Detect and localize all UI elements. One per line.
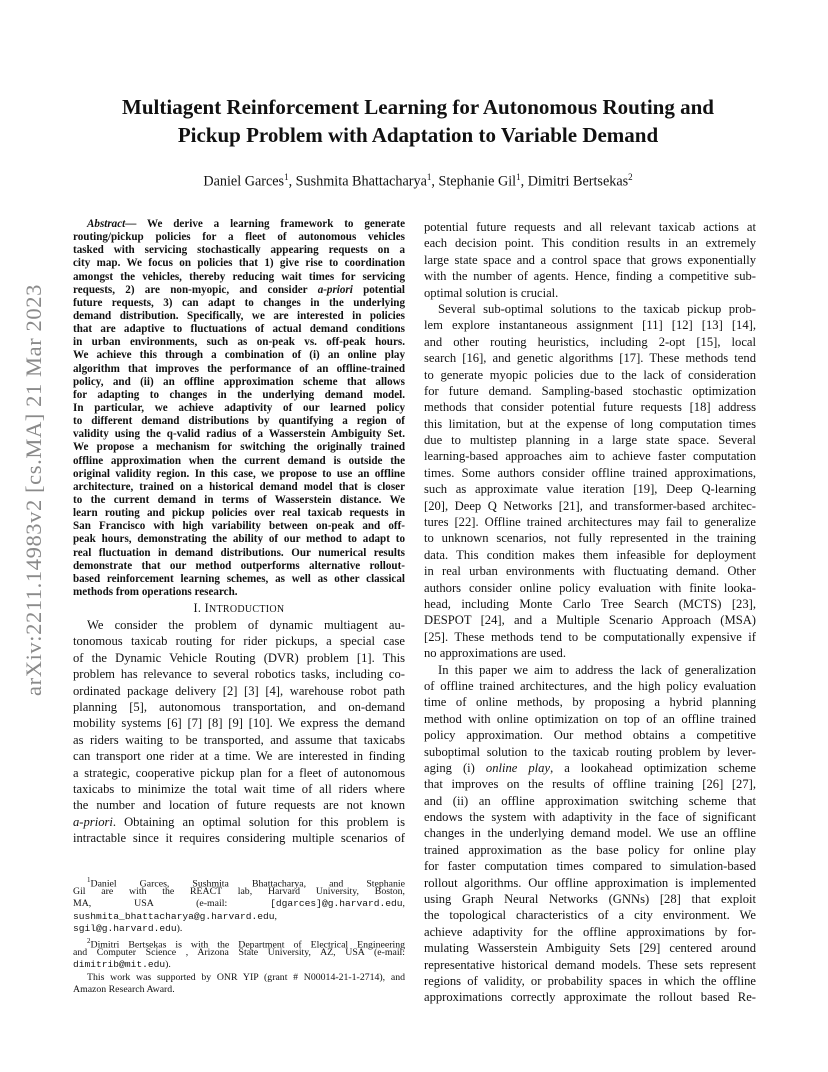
abstract-line: In particular, we achieve adaptivity of our learned policy — [73, 401, 405, 414]
abstract-line: routing/pickup policies for a fleet of autonomous vehicles — [73, 231, 405, 244]
paper-title — [78, 93, 758, 149]
body-line: rollout algorithms. Our offline approximation is implemented — [424, 875, 756, 890]
abstract-line: to different demand distributions by quantifying a region of — [73, 415, 405, 428]
abstract-line: city map. We focus on policies that 1) give rise to coordination — [73, 257, 405, 270]
body-line: a strategic, cooperative pickup plan for a fleet of autonomous — [73, 765, 405, 780]
body-line: policy approximation. Our method obtains a competitive — [424, 728, 756, 743]
body-line: mulating Wasserstein Ambiguity Sets [29] centered around — [424, 941, 756, 956]
email-link: sgil@g.harvard.edu — [73, 922, 177, 934]
author-name: Daniel Garces — [203, 173, 285, 190]
body-line: aging (i) online play, a lookahead optimization scheme — [424, 760, 756, 775]
footnote-line: $^1$Daniel Garces, Sushmita Bhattacharya, and Stephanie — [87, 876, 405, 890]
body-line: can transport one rider at a time. We are interested in finding — [73, 749, 405, 764]
abstract-line: algorithm that improves the performance of an offline-trained — [73, 362, 405, 375]
abstract — [73, 218, 405, 599]
body-line: learning-based approaches aim to achieve faster computation — [424, 449, 756, 464]
email-link: sushmita_bhattacharya@g.harvard.edu — [73, 910, 275, 922]
body-line: methods that consider potential future requests [18] address — [424, 400, 756, 415]
body-line: intractable since it requires considering multiple scenarios of — [73, 831, 405, 846]
email-link: dimitrib@mit.edu — [73, 959, 166, 971]
abstract-line: methods from operations research. — [73, 585, 238, 598]
body-line: for future demand. Sampling-based stochastic optimization — [424, 383, 756, 398]
body-line: ordinated package delivery [2] [3] [4], warehouse robot path — [73, 683, 405, 698]
footnote-line: Amazon Research Award. — [73, 983, 175, 995]
body-line: that improves on the results of offline training [26] [27], — [424, 777, 756, 792]
title-line-1: Multiagent Reinforcement Learning for Autonomous Routing and — [122, 95, 714, 119]
abstract-line: requests, 2) are non-myopic, and consider a-priori potential — [73, 283, 406, 296]
body-line: regions of validity, or probability spaces in which the offline — [424, 973, 756, 988]
author-name: Sushmita Bhattacharya — [295, 173, 427, 190]
abstract-line: San Francisco with high variability between on-peak and off- — [73, 520, 405, 533]
author-name: Dimitri Bertsekas — [527, 173, 629, 190]
abstract-line: amongst the vehicles, thereby reducing wait times for servicing — [73, 270, 405, 283]
body-line: in real urban environments with fluctuating demand. Other — [424, 564, 756, 579]
abstract-line: architecture, trained on a historical demand model that is closer — [73, 480, 405, 493]
body-line: optimal solution is crucial. — [424, 285, 559, 300]
abstract-line: demonstrate that our method outperforms alternative rollout- — [73, 559, 405, 572]
abstract-line: We propose a mechanism for switching the originally trained — [73, 441, 405, 454]
abstract-line: for adapting to changes in the underlying demand model. — [73, 388, 405, 401]
body-line: to generate myopic policies due to the lack of consideration — [424, 367, 756, 382]
arxiv-identifier: arXiv:2211.14983v2 [cs.MA] 21 Mar 2023 — [21, 284, 46, 696]
body-line: suboptimal solution to the taxicab routing problem by lever- — [424, 744, 756, 759]
footnote-line: $^2$Dimitri Bertsekas is with the Department of Electrical Engineering — [87, 936, 405, 951]
abstract-line: based reinforcement learning schemes, as well as other classical — [73, 572, 405, 585]
abstract-line: future requests, 3) can adapt to changes in the underlying — [73, 296, 405, 309]
abstract-label: Abstract — [87, 218, 126, 230]
body-line: planning [5], autonomous transportation, and on-demand — [73, 700, 405, 715]
body-line: time of online methods, by proposing a hybrid planning — [424, 695, 756, 710]
body-line: head, including Monte Carlo Tree Search (MCTS) [23], — [424, 596, 756, 611]
body-line: We consider the problem of dynamic multiagent au- — [87, 618, 405, 633]
arxiv-stamp — [14, 270, 54, 710]
body-line: as riders waiting to be transported, and assume that taxicabs — [73, 732, 405, 747]
body-line: potential future requests and all relevant taxicab actions at — [424, 220, 756, 234]
body-line: In this paper we aim to address the lack of generalization — [438, 662, 756, 677]
footnote-line: and Computer Science , Arizona State University, AZ, USA (e-mail: — [73, 947, 405, 959]
body-line: method with online optimization on top of an offline trained — [424, 711, 756, 726]
body-line: the topological characteristics of a city environment. We — [424, 908, 756, 923]
abstract-line: offline approximation when the current demand is outside the — [73, 454, 405, 467]
footnote-line: dimitrib@mit.edu). — [73, 959, 171, 971]
footnote-line: Gil are with the REACT lab, Harvard University, Boston, — [73, 886, 405, 898]
body-line: lem explore instantaneous assignment [11] [12] [13] [14], — [424, 318, 756, 333]
footnote-line: sgil@g.harvard.edu). — [73, 922, 183, 934]
footnotes — [73, 874, 405, 996]
body-line: using Graph Neural Networks (GNNs) [28] that exploit — [424, 892, 756, 907]
body-line: due to multistep planning in a large state space. Several — [424, 433, 756, 448]
email-link: [dgarces]@g.harvard.edu — [270, 898, 403, 910]
body-line: representative historical demand models. These sets represent — [424, 957, 756, 972]
abstract-line: tasked with servicing stochastically appearing requests on a — [73, 244, 405, 257]
body-line: tures [22]. Offline trained architectures may fail to generalize — [424, 515, 756, 530]
abstract-line: to the current demand in terms of Wasserstein distance. We — [73, 493, 405, 506]
body-line: no approximations are used. — [424, 646, 566, 661]
body-line: DESPOT [24], and a Multiple Scenario Approach (MSA) — [424, 613, 756, 628]
abstract-line: that are adaptive to fluctuations of actual demand conditions — [73, 323, 405, 336]
body-line: and other routing heuristics, including 2-opt [15], local — [424, 334, 756, 349]
abstract-line: validity using the q-valid radius of a Wasserstein Ambiguity Set. — [73, 428, 405, 441]
body-line: of the Dynamic Vehicle Routing (DVR) problem [1]. This — [73, 650, 405, 665]
body-line: with the number of agents. Hence, finding a competitive sub- — [424, 269, 756, 284]
body-line: such as approximate value iteration [19], Deep Q-learning — [424, 482, 756, 497]
body-line: this limitation, but at the expense of long computation times — [424, 416, 756, 431]
body-line: search [16], and genetic algorithms [17]. These methods tend — [424, 351, 756, 366]
body-line: taxicabs to minimize the total wait time of all riders where — [73, 781, 405, 796]
left-column — [73, 218, 405, 847]
body-line: and (ii) an offline approximation switching scheme that — [424, 793, 756, 808]
author-name: Stephanie Gil — [438, 173, 517, 190]
body-line: the number and location of future requests are not known — [73, 798, 405, 813]
body-line: a-priori. Obtaining an optimal solution for this problem is — [73, 814, 405, 829]
body-line: of offline trained architectures, and the high policy evaluation — [424, 678, 756, 693]
abstract-line: original validity region. In this case, we propose to use an offline — [73, 467, 405, 480]
abstract-line: We achieve this through a combination of (i) an online play — [73, 349, 405, 362]
body-line: data. This condition makes them infeasible for deployment — [424, 547, 756, 562]
body-line: problem has relevance to several robotics tasks, including co- — [73, 667, 405, 682]
body-line: approximations correctly approximate the rollout based Re- — [424, 990, 756, 1005]
body-line: authors consider online policy evaluation with finite looka- — [424, 580, 756, 595]
body-line: Several sub-optimal solutions to the taxicab pickup prob- — [438, 301, 756, 316]
body-line: [25]. These methods tend to be computationally expensive if — [424, 629, 756, 644]
body-line: for faster computation times compared to simulation-based — [424, 859, 756, 874]
body-line: endows the system with adaptivity in the face of significant — [424, 810, 756, 825]
footnote-line: MA, USA (e-mail: [dgarces]@g.harvard.edu, — [73, 898, 405, 910]
body-line: changes in the underlying demand model. We use an offline — [424, 826, 756, 841]
abstract-line: demand distribution. Specifically, we are interested in policies — [73, 309, 405, 322]
abstract-line: in urban environments, such as on-peak vs. off-peak hours. — [73, 336, 405, 349]
body-line: tonomous taxicab routing for rider pickups, a special case — [73, 634, 405, 649]
author-list: Daniel Garces$^1$, Sushmita Bhattacharya$^1$, Stephanie Gil$^1$, Dimitri Bertsekas$^2$ — [203, 172, 633, 190]
right-column — [424, 219, 756, 1006]
section-heading-introduction: I. INTRODUCTION — [193, 601, 285, 616]
body-line: mobility systems [6] [7] [8] [9] [10]. We express the demand — [73, 716, 405, 731]
abstract-line: learn routing and pickup policies over real taxicab requests in — [73, 507, 405, 520]
footnote-line: sushmita_bhattacharya@g.harvard.edu, — [73, 910, 277, 922]
abstract-line: Abstract— We derive a learning framework to generate — [87, 218, 405, 230]
footnote-line: This work was supported by ONR YIP (grant # N00014-21-1-2714), and — [87, 971, 405, 983]
body-line: large state space and a control space that grows exponentially — [424, 252, 756, 267]
body-line: achieve adaptivity for the offline approximations by for- — [424, 924, 756, 939]
body-line: trained approximation as the base policy for online play — [424, 842, 756, 857]
body-line: [20], Deep Q Networks [21], and transformer-based architec- — [424, 498, 756, 513]
body-line: to unknown scenarios, not fully represented in the training — [424, 531, 756, 546]
abstract-line: peak hours, demonstrating the ability of our method to adapt to — [73, 533, 405, 546]
body-line: times. Some authors consider offline trained approximations, — [424, 465, 756, 480]
abstract-line: real fluctuation in demand distributions. Our numerical results — [73, 546, 405, 559]
abstract-line: policy, and (ii) an offline approximation scheme that allows — [73, 375, 405, 388]
title-line-2: Pickup Problem with Adaptation to Variable Demand — [177, 123, 659, 147]
body-line: each decision point. This condition results in an extremely — [424, 236, 756, 251]
